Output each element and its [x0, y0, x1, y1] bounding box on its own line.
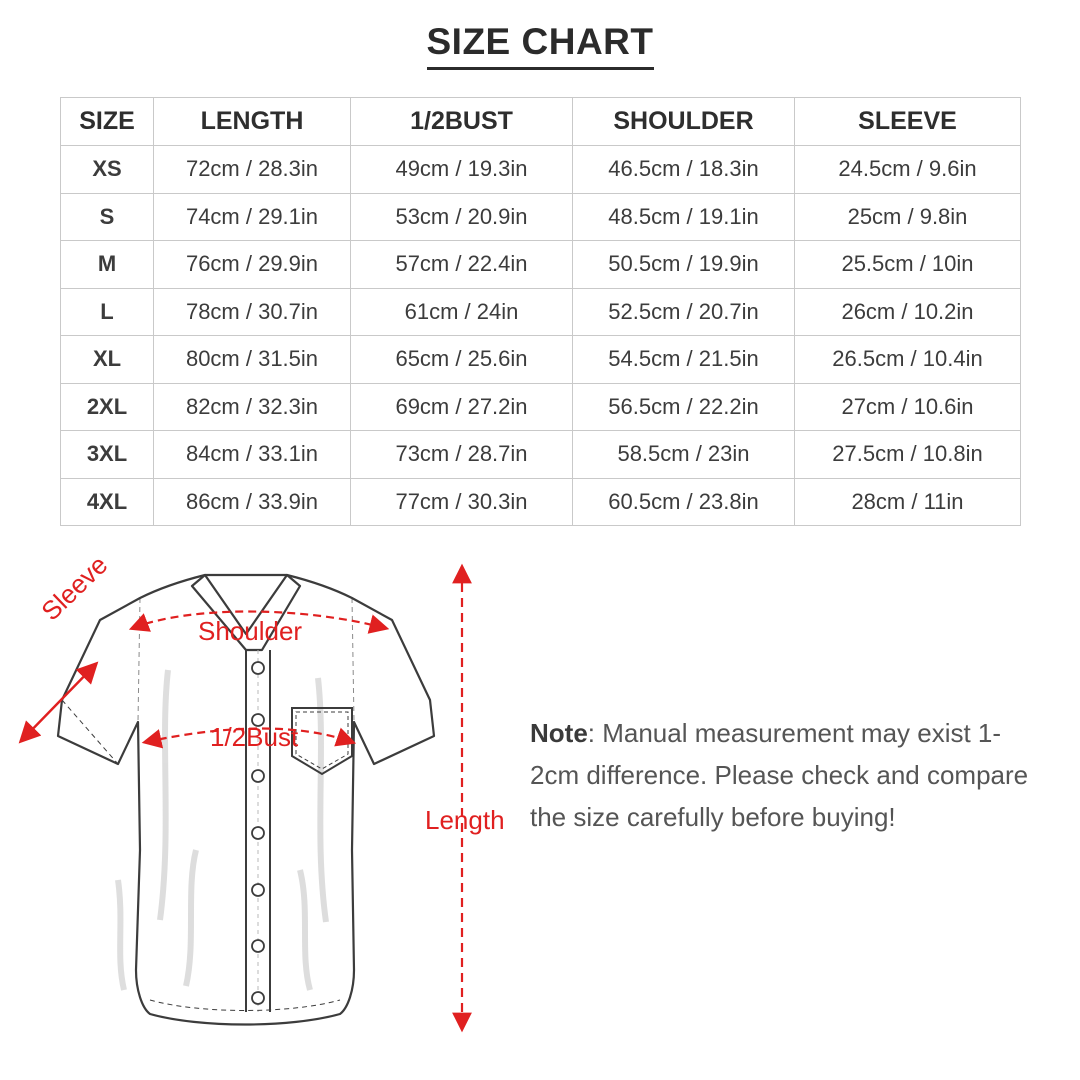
- cell-length: 80cm / 31.5in: [154, 336, 351, 384]
- column-header-size: SIZE: [61, 98, 154, 146]
- cell-bust: 53cm / 20.9in: [351, 193, 573, 241]
- table-row: [61, 288, 1021, 336]
- cell-sleeve: 28cm / 11in: [795, 478, 1021, 526]
- sleeve-label: Sleeve: [35, 550, 114, 627]
- cell-size: XS: [61, 146, 154, 194]
- cell-bust: 49cm / 19.3in: [351, 146, 573, 194]
- shoulder-label: Shoulder: [198, 616, 303, 646]
- table-row: [61, 241, 1021, 289]
- column-header-sleeve: SLEEVE: [795, 98, 1021, 146]
- page-title: SIZE CHART: [427, 22, 654, 70]
- note-body: : Manual measurement may exist 1-2cm difference. Please check and compare the size carefully before buying!: [530, 718, 1029, 833]
- note-prefix: Note: [530, 718, 588, 748]
- cell-bust: 77cm / 30.3in: [351, 478, 573, 526]
- table-row: [61, 336, 1021, 384]
- table-row: [61, 431, 1021, 479]
- table-row: [61, 478, 1021, 526]
- column-header-shoulder: SHOULDER: [573, 98, 795, 146]
- length-label: Length: [425, 805, 505, 835]
- cell-shoulder: 60.5cm / 23.8in: [573, 478, 795, 526]
- cell-size: 2XL: [61, 383, 154, 431]
- cell-length: 84cm / 33.1in: [154, 431, 351, 479]
- cell-sleeve: 27cm / 10.6in: [795, 383, 1021, 431]
- cell-length: 82cm / 32.3in: [154, 383, 351, 431]
- column-header-bust: 1/2BUST: [351, 98, 573, 146]
- cell-shoulder: 52.5cm / 20.7in: [573, 288, 795, 336]
- cell-shoulder: 54.5cm / 21.5in: [573, 336, 795, 384]
- table-row: [61, 193, 1021, 241]
- cell-bust: 69cm / 27.2in: [351, 383, 573, 431]
- cell-bust: 57cm / 22.4in: [351, 241, 573, 289]
- cell-length: 72cm / 28.3in: [154, 146, 351, 194]
- cell-length: 74cm / 29.1in: [154, 193, 351, 241]
- column-header-length: LENGTH: [154, 98, 351, 146]
- cell-bust: 73cm / 28.7in: [351, 431, 573, 479]
- cell-size: S: [61, 193, 154, 241]
- note-text: [530, 712, 1030, 838]
- cell-sleeve: 26cm / 10.2in: [795, 288, 1021, 336]
- half-bust-label: 1/2Bust: [210, 722, 299, 752]
- cell-size: 4XL: [61, 478, 154, 526]
- table-row: [61, 383, 1021, 431]
- size-table-container: [60, 97, 1020, 526]
- cell-size: XL: [61, 336, 154, 384]
- cell-shoulder: 50.5cm / 19.9in: [573, 241, 795, 289]
- cell-length: 76cm / 29.9in: [154, 241, 351, 289]
- cell-shoulder: 48.5cm / 19.1in: [573, 193, 795, 241]
- cell-bust: 61cm / 24in: [351, 288, 573, 336]
- cell-sleeve: 26.5cm / 10.4in: [795, 336, 1021, 384]
- table-row: [61, 146, 1021, 194]
- page-title-container: [0, 22, 1080, 70]
- table-header-row: [61, 98, 1021, 146]
- cell-bust: 65cm / 25.6in: [351, 336, 573, 384]
- cell-shoulder: 46.5cm / 18.3in: [573, 146, 795, 194]
- cell-length: 78cm / 30.7in: [154, 288, 351, 336]
- cell-size: 3XL: [61, 431, 154, 479]
- cell-sleeve: 24.5cm / 9.6in: [795, 146, 1021, 194]
- cell-sleeve: 25.5cm / 10in: [795, 241, 1021, 289]
- cell-shoulder: 58.5cm / 23in: [573, 431, 795, 479]
- cell-shoulder: 56.5cm / 22.2in: [573, 383, 795, 431]
- garment-diagram: [0, 550, 530, 1070]
- cell-size: M: [61, 241, 154, 289]
- cell-sleeve: 25cm / 9.8in: [795, 193, 1021, 241]
- cell-size: L: [61, 288, 154, 336]
- cell-length: 86cm / 33.9in: [154, 478, 351, 526]
- cell-sleeve: 27.5cm / 10.8in: [795, 431, 1021, 479]
- size-table: [60, 97, 1021, 526]
